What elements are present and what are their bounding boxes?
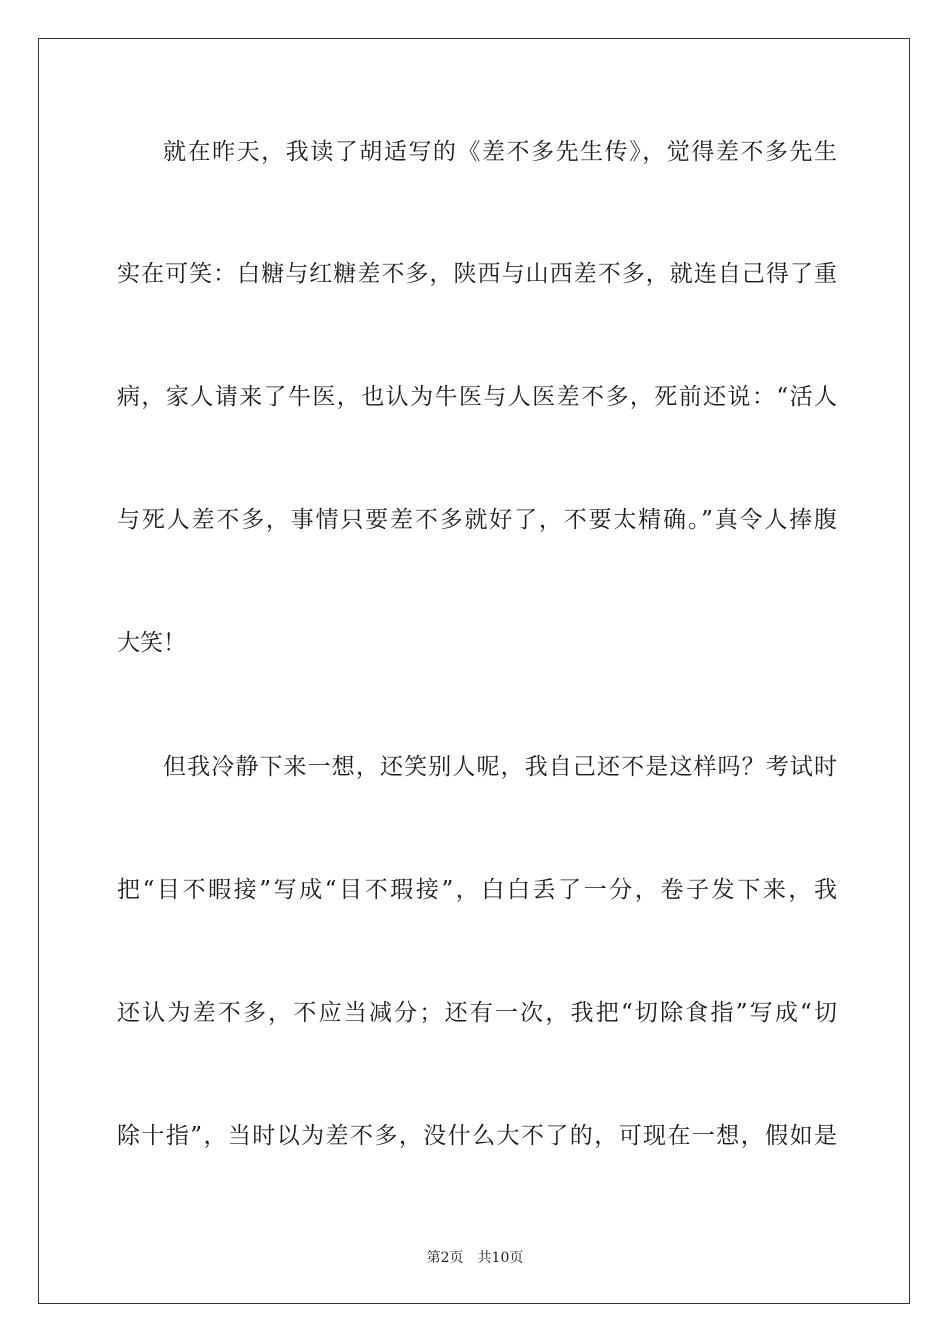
paragraph-2-line-3: 还认为差不多，不应当减分；还有一次，我把“切除食指”写成“切	[117, 1000, 837, 1026]
paragraph-1-line-2: 实在可笑：白糖与红糖差不多，陕西与山西差不多，就连自己得了重	[117, 261, 837, 287]
paragraph-2-line-2: 把“目不暇接”写成“目不瑕接”，白白丢了一分，卷子发下来，我	[117, 877, 837, 903]
paragraph-2-line-1: 但我冷静下来一想，还笑别人呢，我自己还不是这样吗？考试时	[163, 754, 837, 780]
page-footer	[0, 1247, 950, 1267]
paragraph-1-line-1: 就在昨天，我读了胡适写的《差不多先生传》，觉得差不多先生	[163, 139, 837, 165]
paragraph-2-line-4: 除十指”，当时以为差不多，没什么大不了的，可现在一想，假如是	[117, 1123, 837, 1149]
paragraph-1-line-3: 病，家人请来了牛医，也认为牛医与人医差不多，死前还说：“活人	[117, 384, 837, 410]
page-border	[38, 38, 910, 1304]
paragraph-1-line-5: 大笑！	[117, 630, 186, 656]
page-number: 第2页	[426, 1250, 464, 1266]
page-total: 共10页	[477, 1250, 524, 1266]
paragraph-1-line-4: 与死人差不多，事情只要差不多就好了，不要太精确。”真令人捧腹	[117, 507, 837, 533]
